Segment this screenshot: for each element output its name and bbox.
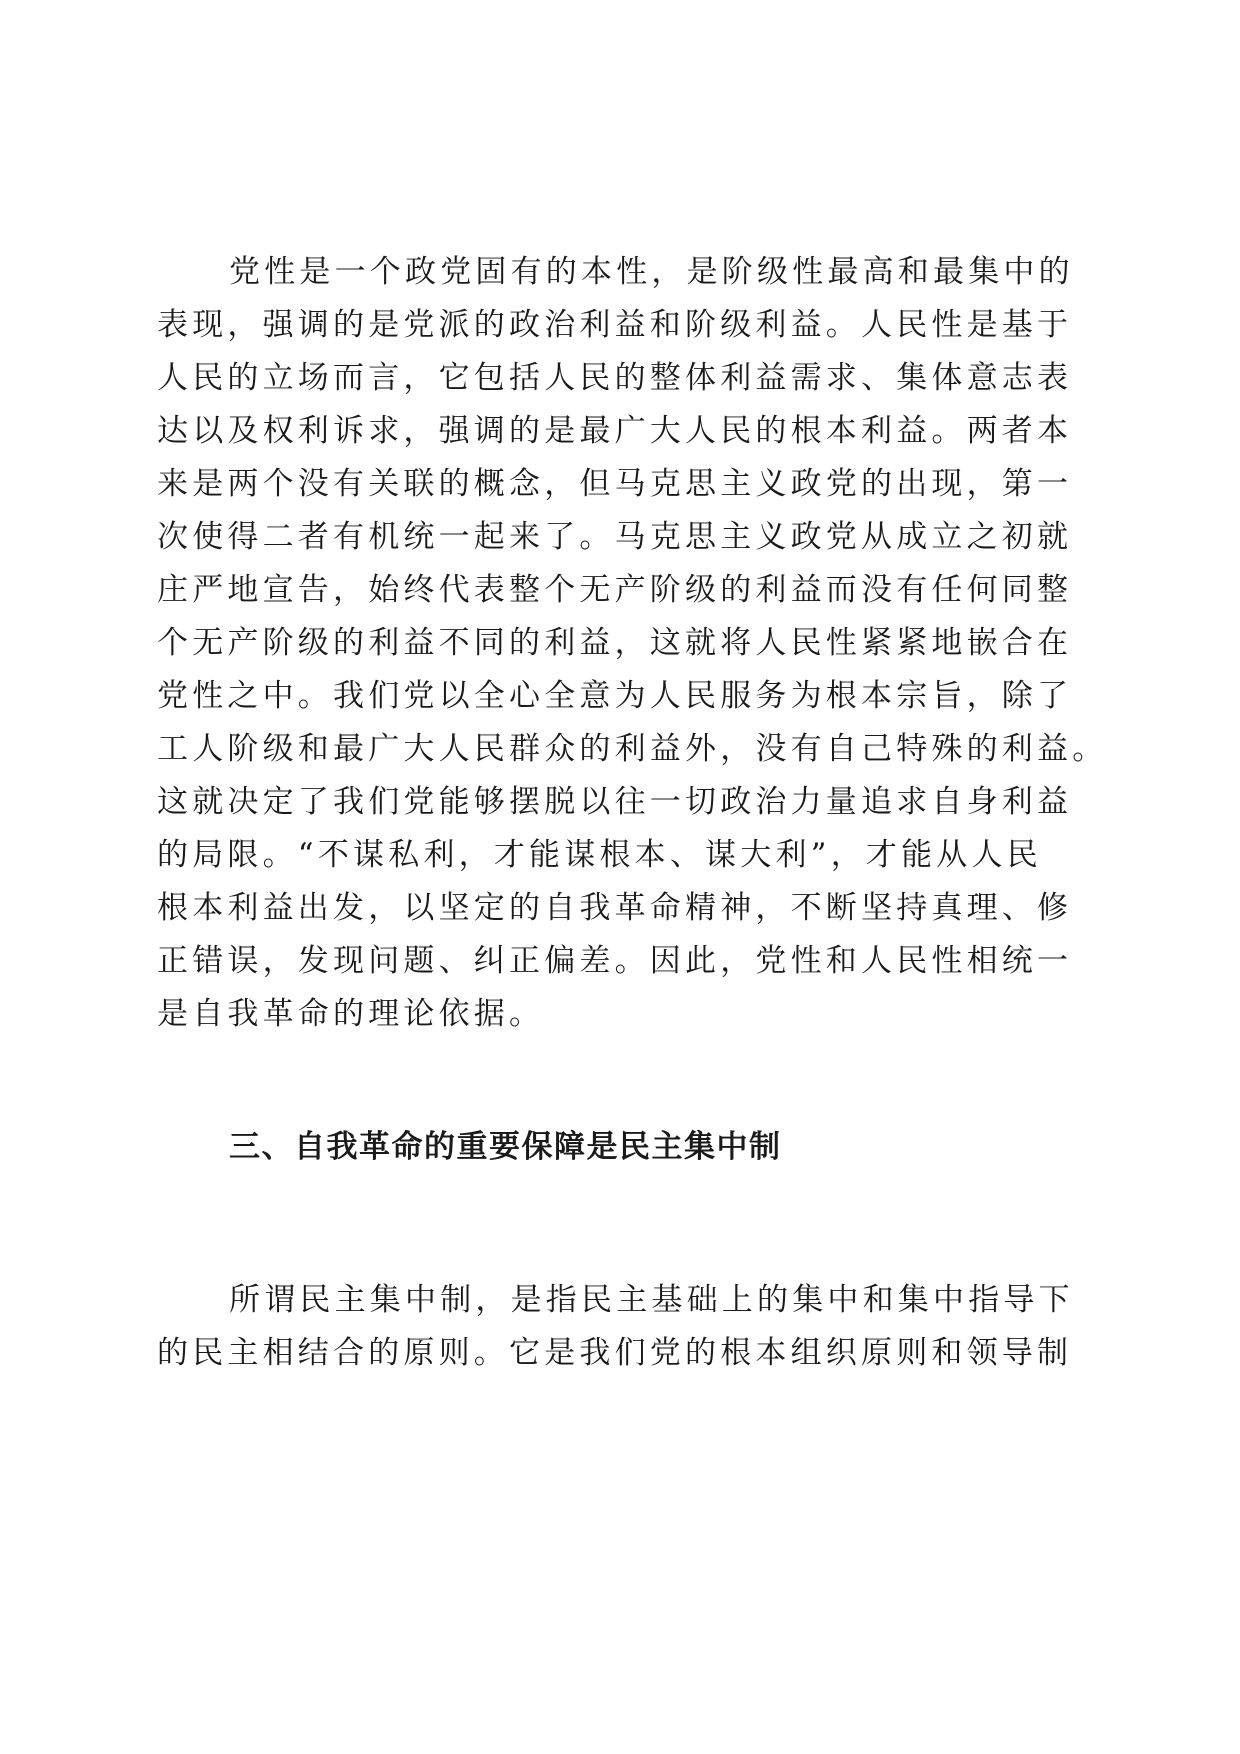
paragraph-line: 次使得二者有机统一起来了。马克思主义政党从成立之初就 xyxy=(157,519,1073,555)
paragraph-line: 根本利益出发，以坚定的自我革命精神，不断坚持真理、修 xyxy=(157,890,1073,926)
paragraph-line: 的局限。“不谋私利，才能谋根本、谋大利”，才能从人民 xyxy=(157,837,1042,873)
paragraph-line: 党性是一个政党固有的本性，是阶级性最高和最集中的 xyxy=(229,254,1074,290)
paragraph-line: 工人阶级和最广大人民群众的利益外，没有自己特殊的利益。 xyxy=(157,731,1108,767)
section-heading-wrapper xyxy=(157,1121,1097,1174)
paragraph-democratic-centralism xyxy=(157,1274,1097,1380)
paragraph-line: 党性之中。我们党以全心全意为人民服务为根本宗旨，除了 xyxy=(157,678,1073,714)
paragraph-party-nature xyxy=(157,246,1108,1041)
paragraph-line: 是自我革命的理论依据。 xyxy=(157,996,545,1032)
paragraph-line: 达以及权利诉求，强调的是最广大人民的根本利益。两者本 xyxy=(157,413,1073,449)
paragraph-line: 的民主相结合的原则。它是我们党的根本组织原则和领导制 xyxy=(157,1335,1073,1371)
paragraph-line: 人民的立场而言，它包括人民的整体利益需求、集体意志表 xyxy=(157,360,1073,396)
paragraph-line: 表现，强调的是党派的政治利益和阶级利益。人民性是基于 xyxy=(157,307,1073,343)
paragraph-line: 正错误，发现问题、纠正偏差。因此，党性和人民性相统一 xyxy=(157,943,1073,979)
paragraph-line: 这就决定了我们党能够摆脱以往一切政治力量追求自身利益 xyxy=(157,784,1073,820)
paragraph-line: 所谓民主集中制，是指民主基础上的集中和集中指导下 xyxy=(229,1282,1074,1318)
paragraph-line: 庄严地宣告，始终代表整个无产阶级的利益而没有任何同整 xyxy=(157,572,1073,608)
section-heading: 三、自我革命的重要保障是民主集中制 xyxy=(229,1129,782,1165)
paragraph-line: 个无产阶级的利益不同的利益，这就将人民性紧紧地嵌合在 xyxy=(157,625,1073,661)
document-body xyxy=(157,246,1108,1380)
paragraph-line: 来是两个没有关联的概念，但马克思主义政党的出现，第一 xyxy=(157,466,1073,502)
